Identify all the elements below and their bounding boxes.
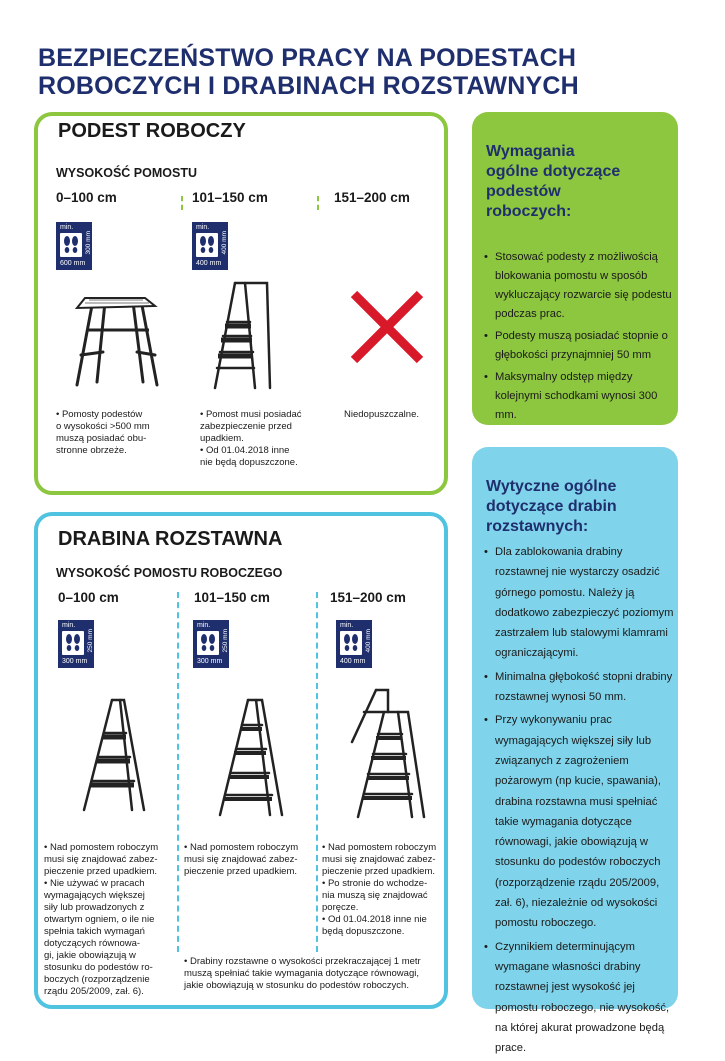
note-line: muszą spełniać takie wymagania dotyczące równowagi, [184,968,419,979]
podest-col1-notes [56,409,181,457]
list-item: • Dla zablokowania drabiny rozstawnej nie wystarczy osadzić górnego pomostu. Należy ją dodatkowo zabezpieczyć poziomym zastrzałem lub stalowymi klamrami ograniczającymi. [482,542,674,664]
drabina-guidelines-list [482,542,674,1061]
note-line: stosunku do podestów ro- [44,962,153,973]
drabina-col1-height: 0–100 cm [58,590,119,605]
note-line: muszą posiadać obu- [56,433,147,444]
drabina-col1-notes [44,842,174,998]
badge-width: 400 mm [196,260,222,267]
badge-width: 600 mm [60,260,86,267]
badge-min: min. [197,622,211,629]
badge-depth: 400 mm [365,629,372,653]
drabina-col3-height: 151–200 cm [330,590,406,605]
title-line: ogólne dotyczące [486,163,621,180]
note-line: gi, jakie obowiązują w [44,950,136,961]
drabina-col3-notes [322,842,444,938]
step-ladder-icon [206,695,296,820]
podest-title: PODEST ROBOCZY [58,120,246,142]
podest-col3-height: 151–200 cm [334,190,410,205]
title-line: Wymagania [486,143,575,160]
note-line: dotyczących równowa- [44,938,141,949]
badge-depth: 250 mm [87,629,94,653]
note-line: wymagających większej [44,890,145,901]
badge-depth: 300 mm [85,231,92,255]
badge-min: min. [62,622,76,629]
note-line: • Nad pomostem roboczym [322,842,437,853]
title-line: Wytyczne ogólne [486,478,617,495]
podest-requirements-list [482,248,674,428]
badge-depth: 400 mm [221,231,228,255]
badge-min: min. [196,224,210,231]
list-item: • Czynnikiem determinującym wymagane własności drabiny rozstawnej jest wysokość jej pomostu roboczego, nie wysokość, na której akurat prowadzone będą prace. [482,937,674,1059]
note-line: otwartym ogniem, o ile nie [44,914,155,925]
note-line: • Pomost musi posiadać [200,409,302,420]
shoe-prints-icon [60,233,82,257]
note-line: • Nad pomostem roboczym [44,842,159,853]
note-line: • Drabiny rozstawne o wysokości przekraczającej 1 metr [184,956,421,967]
badge-depth: 250 mm [222,629,229,653]
podest-col3-notes [344,409,439,421]
shoe-prints-icon [197,631,219,655]
list-item: • Przy wykonywaniu prac wymagających większej siły lub związanych z zagrożeniem pożarowym (np kucie, spawania), drabina rozstawna musi spełniać takie wymagania dotyczące równowagi, jakie obowiązują w stosunku do podestów roboczych (rozporządzenie rządu 205/2009, zał. 6), niezależnie od wysokości pomostu roboczego. [482,710,674,933]
note-line: • Nad pomostem roboczym [184,842,299,853]
drabina-col1-badge [58,620,94,668]
note-line: jakie obowiązują w stosunku do podestów roboczych. [184,980,409,991]
podest-col1-height: 0–100 cm [56,190,117,205]
page-title-line-1: BEZPIECZEŃSTWO PRACY NA PODESTACH [38,44,577,72]
badge-min: min. [60,224,74,231]
drabina-guidelines-title [486,477,617,537]
note-line: nie będą dopuszczone. [200,457,298,468]
list-item: • Minimalna głębokość stopni drabiny rozstawnej wynosi 50 mm. [482,667,674,708]
shoe-prints-icon [340,631,362,655]
podest-divider-1 [181,196,183,210]
note-line: będą dopuszczone. [322,926,405,937]
badge-width: 300 mm [197,658,223,665]
note-line: stronne obrzeże. [56,445,127,456]
shoe-prints-icon [62,631,84,655]
badge-width: 300 mm [62,658,88,665]
shoe-prints-icon [196,233,218,257]
badge-width: 400 mm [340,658,366,665]
note-line: boczych (rozporządzenie [44,974,150,985]
drabina-col2-height: 101–150 cm [194,590,270,605]
note-line: • Od 01.04.2018 inne nie [322,914,427,925]
drabina-title: DRABINA ROZSTAWNA [58,528,283,550]
note-line: upadkiem. [200,433,244,444]
note-line: pieczenie przed upadkiem. [322,866,436,877]
note-line: nia muszą się znajdować [322,890,428,901]
step-ladder-icon [72,695,162,815]
note-line: musi się znajdować zabez- [184,854,298,865]
podest-divider-2 [317,196,319,210]
podest-requirements-title [486,142,620,222]
list-item: • Stosować podesty z możliwością blokowania pomostu w sposób wykluczający rozwarcie się podestu podczas prac. [482,248,674,324]
note-line: rządu 205/2009, zał. 6). [44,986,144,997]
note-line: pieczenie przed upadkiem. [44,866,158,877]
step-platform-icon [55,290,170,390]
podest-col2-height: 101–150 cm [192,190,268,205]
title-line: rozstawnych: [486,518,589,535]
drabina-divider-1 [177,592,179,952]
note-line: siły lub prowadzonych z [44,902,145,913]
note-line: musi się znajdować zabez- [44,854,158,865]
note-line: spełnia takich wymagań [44,926,145,937]
page-title-line-2: ROBOCZYCH I DRABINACH ROZSTAWNYCH [38,72,579,100]
note-line: • Nie używać w pracach [44,878,145,889]
title-line: dotyczące drabin [486,498,617,515]
note-line: poręcze. [322,902,359,913]
list-item: • Podesty muszą posiadać stopnie o głębokości przynajmniej 50 mm [482,327,674,365]
podest-requirements-panel [472,112,678,425]
note-line: • Pomosty podestów [56,409,143,420]
note-line: musi się znajdować zabez- [322,854,436,865]
prohibited-x-icon [348,288,426,366]
drabina-col2-badge [193,620,229,668]
drabina-divider-2 [316,592,318,952]
podest-col2-badge [192,222,228,270]
step-ladder-icon [205,278,280,393]
podest-col2-notes [200,409,325,469]
drabina-footnote [184,956,444,992]
podest-subtitle: WYSOKOŚĆ POMOSTU [56,166,197,180]
step-ladder-icon [340,682,435,822]
note-line: Niedopuszczalne. [344,409,419,420]
podest-col1-badge [56,222,92,270]
note-line: pieczenie przed upadkiem. [184,866,298,877]
drabina-guidelines-panel [472,447,678,1055]
note-line: o wysokości >500 mm [56,421,150,432]
title-line: roboczych: [486,203,572,220]
drabina-col2-notes [184,842,314,878]
note-line: zabezpieczenie przed [200,421,292,432]
list-item: • Maksymalny odstęp między kolejnymi schodkami wynosi 300 mm. [482,368,674,425]
drabina-col3-badge [336,620,372,668]
title-line: podestów [486,183,561,200]
note-line: • Od 01.04.2018 inne [200,445,290,456]
drabina-subtitle: WYSOKOŚĆ POMOSTU ROBOCZEGO [56,566,283,580]
page-title [38,44,698,100]
badge-min: min. [340,622,354,629]
note-line: • Po stronie do wchodze- [322,878,428,889]
